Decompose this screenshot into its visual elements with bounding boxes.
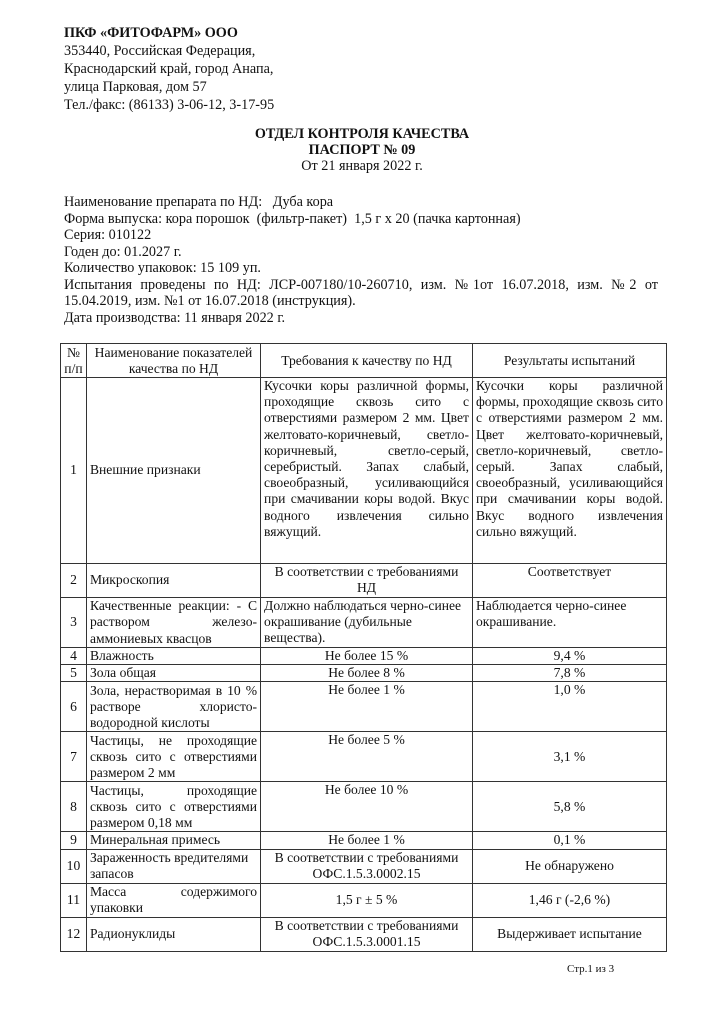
table-row [61,782,667,832]
header-result: Результаты испытаний [472,344,666,378]
row-result: 7,8 % [472,665,666,682]
series: Серия: 010122 [64,227,152,243]
row-result: Кусочки коры различной формы, проходящие сквозь сито с отверстиями размером 2 мм. Цвет желтовато-коричневый, светло-коричневый, светло-серый. Запах слабый, своеобразный, усиливающийся при смачивании коры водой. Вкус водного извлечения сильно вяжущий. [472,378,666,564]
row-requirement: Не более 8 % [261,665,473,682]
row-result: 1,0 % [472,682,666,732]
address-line: Краснодарский край, город Анапа, [64,61,274,77]
passport-number: ПАСПОРТ № 09 [308,142,416,158]
quality-table [60,343,667,952]
department-title: ОТДЕЛ КОНТРОЛЯ КАЧЕСТВА [254,126,470,142]
row-requirement: Не более 5 % [261,732,473,782]
row-result: 5,8 % [472,782,666,832]
address-line: 353440, Российская Федерация, [64,43,256,59]
row-num: 9 [61,832,87,849]
company-name: ПКФ «ФИТОФАРМ» ООО [64,25,238,41]
row-num: 12 [61,917,87,951]
row-num: 7 [61,732,87,782]
table-row [61,598,667,648]
row-result: Соответствует [472,564,666,598]
release-form: Форма выпуска: кора порошок (фильтр-пакет) 1,5 г х 20 (пачка картонная) [64,210,521,227]
row-num: 4 [61,648,87,665]
table-row [61,732,667,782]
row-num: 5 [61,665,87,682]
table-row [61,917,667,951]
row-name: Частицы, не проходящие сквозь сито с отверстиями размером 2 мм [86,732,260,782]
row-name: Минеральная примесь [86,832,260,849]
row-name: Частицы, проходящие сквозь сито с отверстиями размером 0,18 мм [86,782,260,832]
product-name: Наименование препарата по НД: Дуба кора [64,194,334,210]
header-name: Наименование показателей качества по НД [86,344,260,378]
table-row [61,378,667,564]
row-name: Микроскопия [86,564,260,598]
row-requirement: Не более 1 % [261,682,473,732]
tests-reference-line1: Испытания проведены по НД: ЛСР-007180/10-260710, изм. №1от 16.07.2018, изм. №2 от [64,276,658,293]
table-row [61,832,667,849]
row-name: Зола, нерастворимая в 10 % растворе хлористо-водородной кислоты [86,682,260,732]
row-result: 9,4 % [472,648,666,665]
row-result: 0,1 % [472,832,666,849]
phone-fax: Тел./факс: (86133) 3-06-12, 3-17-95 [64,97,275,113]
table-row [61,883,667,917]
header-requirement: Требования к качеству по НД [261,344,473,378]
row-requirement: Кусочки коры различной формы, проходящие сквозь сито с отверстиями размером 2 мм. Цвет желтовато-коричневый, светло-коричневый, светло-серый, серебристый. Запах слабый, своеобразный, усиливающийся при смачивании коры водой. Вкус водного извлечения сильно вяжущий. [261,378,473,564]
row-requirement: Не более 1 % [261,832,473,849]
passport-date: От 21 января 2022 г. [301,158,423,174]
production-date: Дата производства: 11 января 2022 г. [64,309,286,326]
table-row [61,648,667,665]
row-result: Не обнаружено [472,849,666,883]
row-result: Наблюдается черно-синее окрашивание. [472,598,666,648]
header-num: № п/п [61,344,87,378]
row-requirement: В соответствии с требованиями ОФС.1.5.3.0002.15 [261,849,473,883]
table-row [61,665,667,682]
row-num: 3 [61,598,87,648]
row-requirement: Не более 15 % [261,648,473,665]
row-num: 2 [61,564,87,598]
row-requirement: Должно наблюдаться черно-синее окрашивание (дубильные вещества). [261,598,473,648]
row-name: Влажность [86,648,260,665]
row-requirement: В соответствии с требованиями НД [261,564,473,598]
row-num: 10 [61,849,87,883]
row-requirement: 1,5 г ± 5 % [261,883,473,917]
row-name: Внешние признаки [86,378,260,564]
product-info [64,194,658,326]
row-num: 8 [61,782,87,832]
table-row [61,849,667,883]
document-title [0,126,724,174]
package-count: Количество упаковок: 15 109 уп. [64,260,261,276]
row-result: Выдерживает испытание [472,917,666,951]
row-num: 1 [61,378,87,564]
company-header [64,24,274,114]
expiry-date: Годен до: 01.2027 г. [64,243,182,260]
row-result: 1,46 г (-2,6 %) [472,883,666,917]
row-num: 6 [61,682,87,732]
row-name: Радионуклиды [86,917,260,951]
page-number: Стр.1 из 3 [567,963,615,975]
row-name: Зараженность вредителями запасов [86,849,260,883]
table-row [61,682,667,732]
table-header-row [61,344,667,378]
row-result: 3,1 % [472,732,666,782]
row-requirement: Не более 10 % [261,782,473,832]
address-line: улица Парковая, дом 57 [64,79,207,95]
table-row [61,564,667,598]
tests-reference-line2: 15.04.2019, изм. №1 от 16.07.2018 (инструкция). [64,293,356,309]
row-requirement: В соответствии с требованиями ОФС.1.5.3.0001.15 [261,917,473,951]
row-name: Масса содержимого упаковки [86,883,260,917]
row-num: 11 [61,883,87,917]
row-name: Качественные реакции: - С раствором железо-аммониевых квасцов [86,598,260,648]
row-name: Зола общая [86,665,260,682]
